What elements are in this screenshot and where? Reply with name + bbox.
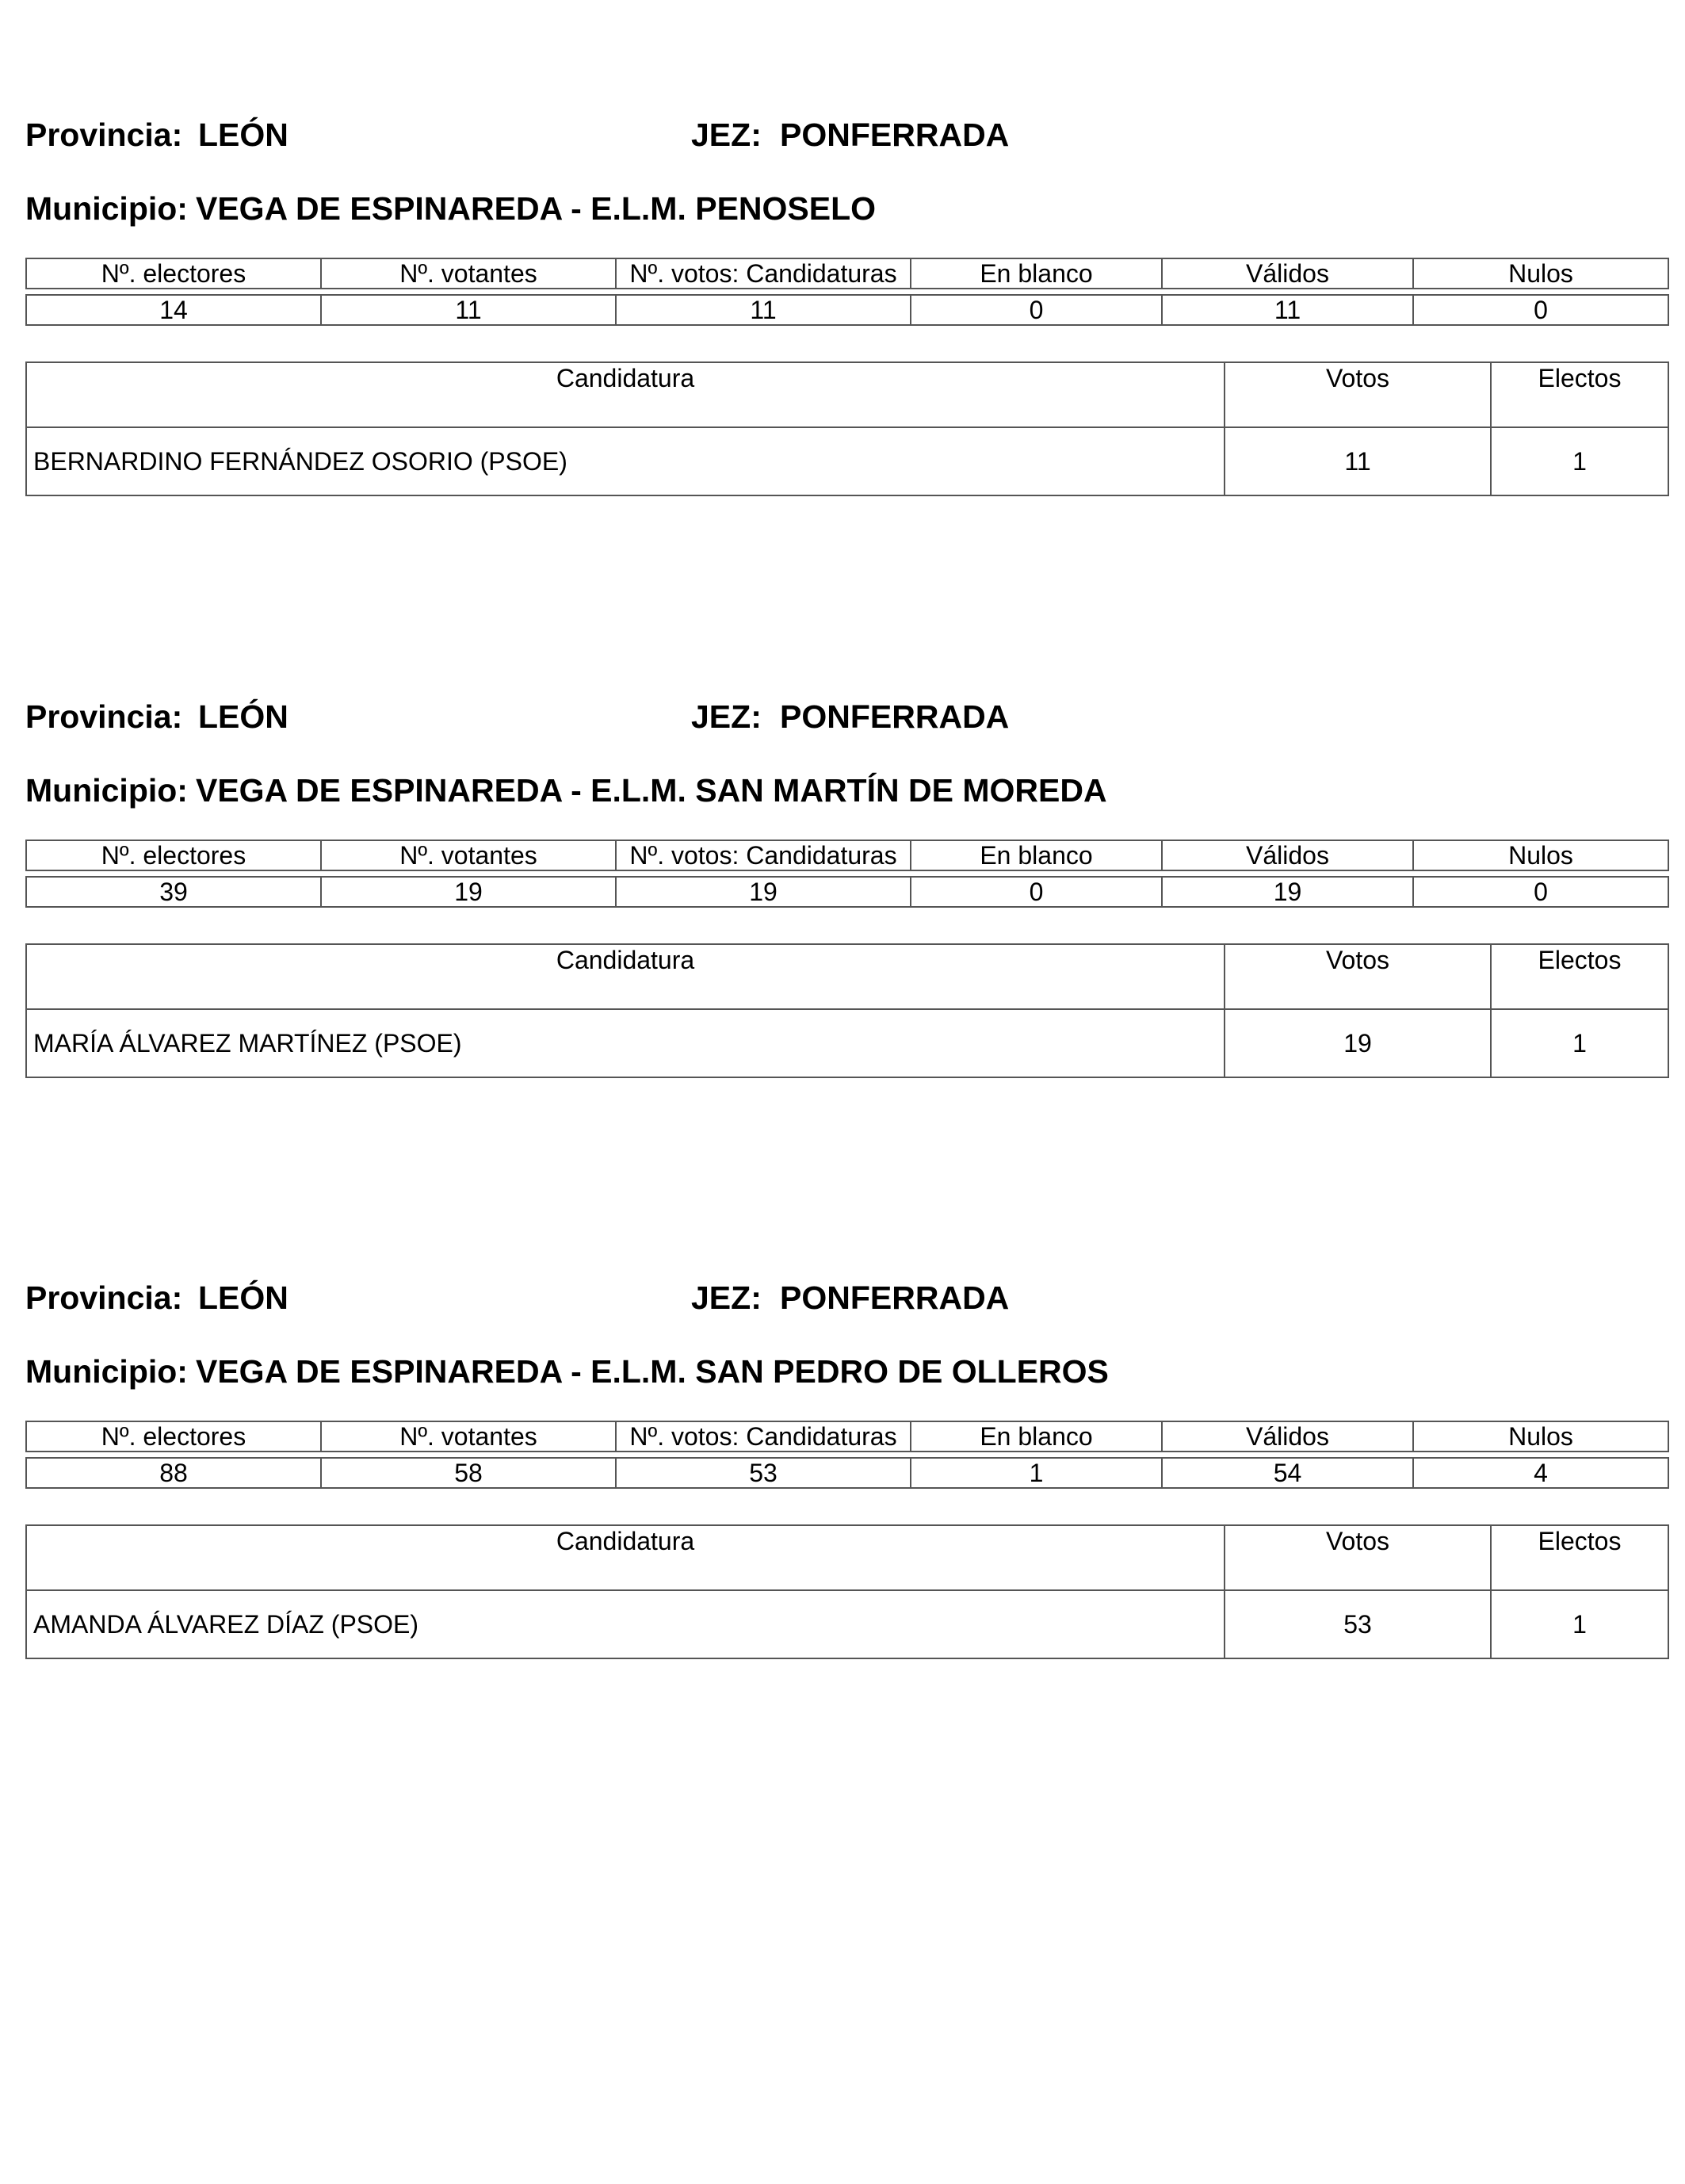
value-validos: 11 [1162, 295, 1413, 325]
header-votantes: Nº. votantes [321, 258, 616, 289]
jez-value: PONFERRADA [780, 698, 1010, 735]
header-candidatura: Candidatura [26, 1525, 1225, 1590]
value-electores: 88 [26, 1458, 321, 1488]
summary-header-row [26, 840, 1668, 870]
value-votantes: 58 [321, 1458, 616, 1488]
header-candidatura: Candidatura [26, 362, 1225, 427]
header-votos: Votos [1225, 1525, 1491, 1590]
results-table [25, 943, 1669, 1078]
results-header-row [26, 362, 1668, 427]
results-table [25, 361, 1669, 496]
summary-header-row [26, 1421, 1668, 1452]
provincia-value: LEÓN [198, 1279, 288, 1316]
summary-table [25, 1421, 1669, 1489]
header-nulos: Nulos [1413, 258, 1668, 289]
candidate-name: BERNARDINO FERNÁNDEZ OSORIO (PSOE) [26, 427, 1225, 495]
header-en-blanco: En blanco [911, 1421, 1162, 1452]
table-row [26, 427, 1668, 495]
value-votantes: 19 [321, 877, 616, 907]
header-row [25, 111, 1668, 159]
provincia-label: Provincia: [25, 1279, 183, 1316]
header-row [25, 1274, 1668, 1321]
provincia-value: LEÓN [198, 698, 288, 735]
header-votos: Votos [1225, 944, 1491, 1009]
municipio-label: Municipio: [25, 772, 188, 809]
header-votos-candidaturas: Nº. votos: Candidaturas [616, 258, 911, 289]
value-votantes: 11 [321, 295, 616, 325]
value-votos-candidaturas: 11 [616, 295, 911, 325]
header-row [25, 693, 1668, 740]
header-electores: Nº. electores [26, 840, 321, 870]
candidate-votos: 11 [1225, 427, 1491, 495]
municipio-label: Municipio: [25, 1353, 188, 1390]
summary-table [25, 258, 1669, 326]
election-section-1 [25, 111, 1668, 476]
header-validos: Válidos [1162, 840, 1413, 870]
municipio-row [25, 1348, 1109, 1395]
jez-value: PONFERRADA [780, 117, 1010, 153]
value-validos: 54 [1162, 1458, 1413, 1488]
municipio-value: VEGA DE ESPINAREDA - E.L.M. SAN PEDRO DE OLLEROS [195, 1353, 1109, 1390]
value-validos: 19 [1162, 877, 1413, 907]
header-validos: Válidos [1162, 1421, 1413, 1452]
header-electores: Nº. electores [26, 1421, 321, 1452]
header-votantes: Nº. votantes [321, 840, 616, 870]
header-nulos: Nulos [1413, 1421, 1668, 1452]
summary-values-row [26, 295, 1668, 325]
municipio-value: VEGA DE ESPINAREDA - E.L.M. SAN MARTÍN DE MOREDA [195, 772, 1107, 809]
header-candidatura: Candidatura [26, 944, 1225, 1009]
jez-label: JEZ: [691, 698, 762, 735]
municipio-row [25, 185, 876, 232]
value-votos-candidaturas: 19 [616, 877, 911, 907]
header-en-blanco: En blanco [911, 258, 1162, 289]
provincia-label: Provincia: [25, 117, 183, 153]
candidate-name: AMANDA ÁLVAREZ DÍAZ (PSOE) [26, 1590, 1225, 1658]
value-votos-candidaturas: 53 [616, 1458, 911, 1488]
candidate-electos: 1 [1491, 427, 1668, 495]
results-table [25, 1524, 1669, 1659]
header-electos: Electos [1491, 944, 1668, 1009]
header-electores: Nº. electores [26, 258, 321, 289]
municipio-label: Municipio: [25, 190, 188, 227]
value-en-blanco: 0 [911, 295, 1162, 325]
summary-values-row [26, 1458, 1668, 1488]
candidate-votos: 53 [1225, 1590, 1491, 1658]
summary-header-row [26, 258, 1668, 289]
provincia-value: LEÓN [198, 117, 288, 153]
provincia-label: Provincia: [25, 698, 183, 735]
candidate-electos: 1 [1491, 1009, 1668, 1077]
value-nulos: 4 [1413, 1458, 1668, 1488]
candidate-electos: 1 [1491, 1590, 1668, 1658]
election-section-3 [25, 1274, 1668, 1639]
election-section-2 [25, 693, 1668, 1058]
value-nulos: 0 [1413, 295, 1668, 325]
summary-table [25, 840, 1669, 908]
jez-label: JEZ: [691, 1279, 762, 1316]
results-header-row [26, 944, 1668, 1009]
table-row [26, 1009, 1668, 1077]
header-votos-candidaturas: Nº. votos: Candidaturas [616, 840, 911, 870]
table-row [26, 1590, 1668, 1658]
jez-label: JEZ: [691, 117, 762, 153]
header-votos: Votos [1225, 362, 1491, 427]
value-nulos: 0 [1413, 877, 1668, 907]
header-validos: Válidos [1162, 258, 1413, 289]
value-en-blanco: 1 [911, 1458, 1162, 1488]
jez-value: PONFERRADA [780, 1279, 1010, 1316]
header-votos-candidaturas: Nº. votos: Candidaturas [616, 1421, 911, 1452]
header-electos: Electos [1491, 1525, 1668, 1590]
municipio-value: VEGA DE ESPINAREDA - E.L.M. PENOSELO [195, 190, 877, 227]
value-en-blanco: 0 [911, 877, 1162, 907]
header-nulos: Nulos [1413, 840, 1668, 870]
header-votantes: Nº. votantes [321, 1421, 616, 1452]
summary-values-row [26, 877, 1668, 907]
municipio-row [25, 767, 1107, 814]
value-electores: 14 [26, 295, 321, 325]
candidate-votos: 19 [1225, 1009, 1491, 1077]
header-electos: Electos [1491, 362, 1668, 427]
results-header-row [26, 1525, 1668, 1590]
candidate-name: MARÍA ÁLVAREZ MARTÍNEZ (PSOE) [26, 1009, 1225, 1077]
value-electores: 39 [26, 877, 321, 907]
header-en-blanco: En blanco [911, 840, 1162, 870]
